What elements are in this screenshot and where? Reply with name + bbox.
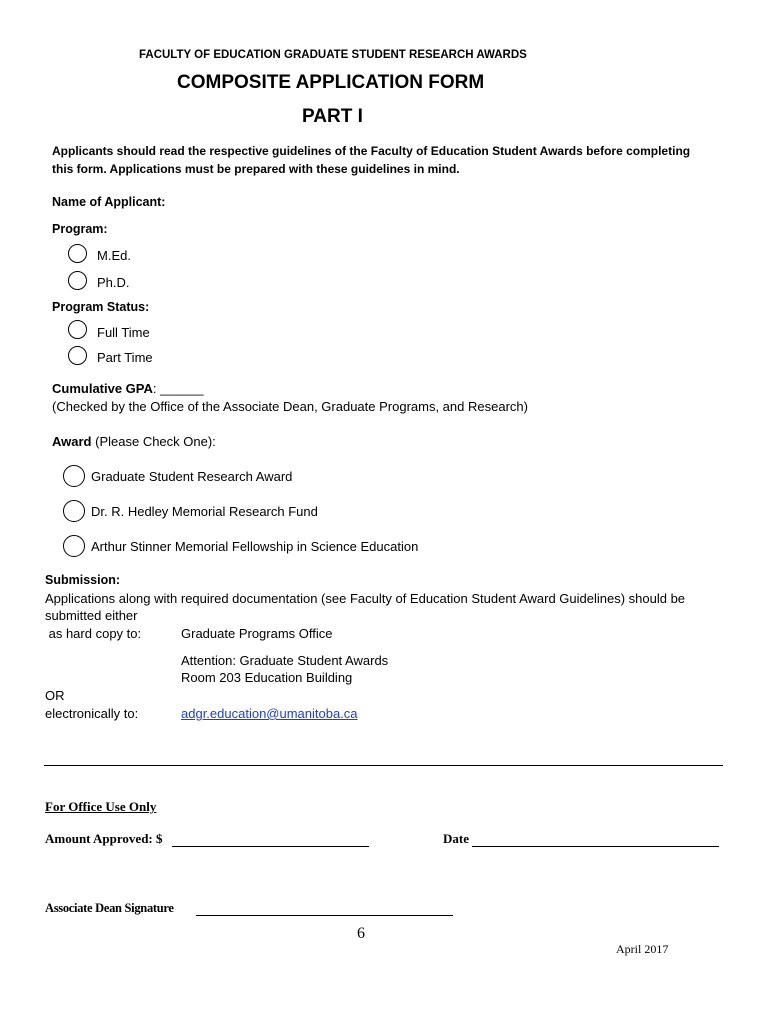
- award-label: Award: [52, 434, 92, 449]
- gpa-label: Cumulative GPA: [52, 381, 153, 396]
- program-med-radio[interactable]: [68, 244, 87, 263]
- program-med-label: M.Ed.: [97, 248, 131, 263]
- email-link[interactable]: adgr.education@umanitoba.ca: [181, 706, 358, 721]
- award-hint: (Please Check One):: [95, 434, 216, 449]
- section-divider: [44, 765, 723, 766]
- program-phd-radio[interactable]: [68, 271, 87, 290]
- amount-approved-label: Amount Approved: $: [45, 831, 163, 846]
- program-label: Program:: [52, 222, 108, 236]
- status-parttime-label: Part Time: [97, 350, 153, 365]
- signature-label: Associate Dean Signature: [45, 901, 174, 915]
- or-label: OR: [45, 688, 65, 703]
- award-grsa-label: Graduate Student Research Award: [91, 469, 293, 484]
- award-grsa-radio[interactable]: [63, 465, 85, 487]
- gpa-row: [52, 381, 204, 396]
- hardcopy-label: as hard copy to:: [45, 626, 142, 641]
- status-fulltime-label: Full Time: [97, 325, 150, 340]
- footer-date: April 2017: [616, 942, 669, 956]
- award-hedley-label: Dr. R. Hedley Memorial Research Fund: [91, 504, 318, 519]
- gpa-blank[interactable]: : ______: [152, 381, 204, 396]
- gpa-note: (Checked by the Office of the Associate Dean, Graduate Programs, and Research): [52, 399, 528, 414]
- form-title: COMPOSITE APPLICATION FORM: [177, 72, 485, 93]
- program-phd-label: Ph.D.: [97, 275, 130, 290]
- submission-label: Submission:: [45, 573, 121, 587]
- amount-approved-field[interactable]: [172, 846, 369, 847]
- award-stinner-radio[interactable]: [63, 535, 85, 557]
- intro-line-1: Applicants should read the respective guidelines of the Faculty of Education Student Awards before completing: [52, 144, 691, 158]
- office-use-heading: For Office Use Only: [45, 799, 157, 814]
- date-label: Date: [443, 831, 469, 846]
- part-title: PART I: [302, 106, 363, 127]
- intro-line-2: this form. Applications must be prepared with these guidelines in mind.: [52, 162, 460, 176]
- award-hedley-radio[interactable]: [63, 500, 85, 522]
- electronic-label: electronically to:: [45, 706, 139, 721]
- submission-line-2: submitted either: [45, 608, 138, 623]
- award-stinner-label: Arthur Stinner Memorial Fellowship in Science Education: [91, 539, 419, 554]
- attention-line: Attention: Graduate Student Awards: [181, 653, 389, 668]
- status-fulltime-radio[interactable]: [68, 320, 87, 339]
- faculty-title: FACULTY OF EDUCATION GRADUATE STUDENT RESEARCH AWARDS: [139, 49, 527, 61]
- applicant-name-label: Name of Applicant:: [52, 195, 166, 209]
- room-line: Room 203 Education Building: [181, 670, 353, 685]
- status-parttime-radio[interactable]: [68, 346, 87, 365]
- page-number: 6: [357, 925, 365, 942]
- program-status-label: Program Status:: [52, 300, 150, 314]
- signature-field[interactable]: [196, 915, 453, 916]
- award-row: [52, 434, 216, 449]
- submission-line-1: Applications along with required documentation (see Faculty of Education Student Award Guidelines) should be: [45, 591, 686, 606]
- date-field[interactable]: [472, 846, 719, 847]
- office-name: Graduate Programs Office: [181, 626, 333, 641]
